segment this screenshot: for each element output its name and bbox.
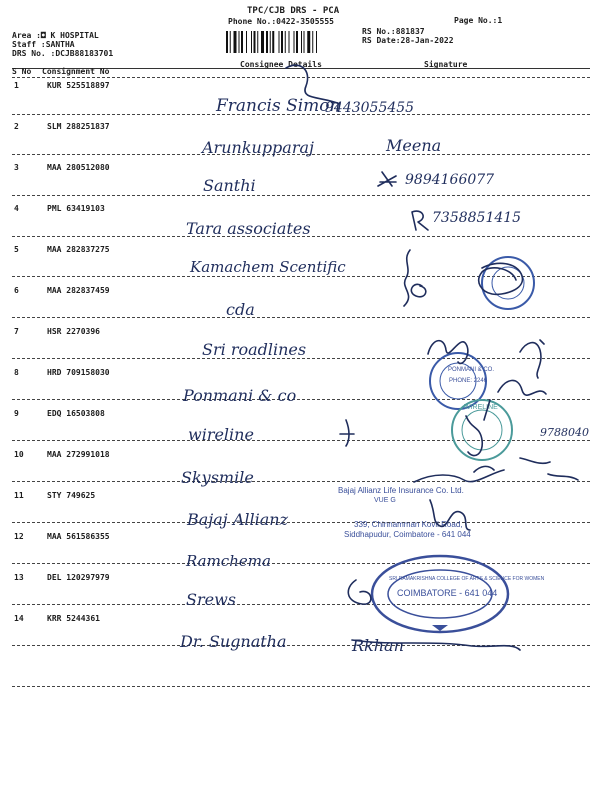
row-4-consignment: PML 63419103 xyxy=(47,204,105,213)
signature-9 xyxy=(340,400,490,456)
drs-number: DRS No. :DCJB88183701 xyxy=(12,49,114,58)
row-5-consignment: MAA 282837275 xyxy=(47,245,110,254)
consignee-6: cda xyxy=(226,300,255,319)
row-12-consignment: MAA 561586355 xyxy=(47,532,110,541)
consignee-12: Bajaj Allianz xyxy=(187,510,289,529)
col-signature: Signature xyxy=(424,60,468,69)
college-stamp-city: COIMBATORE - 641 044 xyxy=(397,588,498,598)
signature-7 xyxy=(428,340,544,378)
note-3: 9894166077 xyxy=(405,172,495,188)
signature-1 xyxy=(286,65,340,104)
row-7-consignment: HSR 2270396 xyxy=(47,327,100,336)
col-s-no: S No xyxy=(12,67,32,76)
signature-6 xyxy=(411,284,425,296)
consignee-8: Ponmani & co xyxy=(183,386,297,405)
staff-label: Staff :SANTHA xyxy=(12,40,75,49)
consignee-9: wireline xyxy=(188,425,254,444)
consignee-7: Sri roadlines xyxy=(202,340,307,359)
row-3-consignment: MAA 280512080 xyxy=(47,163,110,172)
ponmani-stamp-name: PONMANI & CO. xyxy=(448,367,495,373)
rs-number: RS No.:881837 xyxy=(362,27,425,36)
row-14-consignment: KRR 5244361 xyxy=(47,614,100,623)
row-14-sno: 14 xyxy=(14,614,24,623)
consignee-3: Santhi xyxy=(203,176,256,195)
consignee-4: Tara associates xyxy=(186,219,311,238)
consignee-13: Ramchema xyxy=(186,552,271,570)
col-consignment-no: Consignment No xyxy=(42,67,110,76)
row-4-sno: 4 xyxy=(14,204,19,213)
signature-14-underline xyxy=(352,640,520,650)
row-7-sno: 7 xyxy=(14,327,19,336)
row-8-sno: 8 xyxy=(14,368,19,377)
bajaj-stamp-line1: Bajaj Allianz Life Insurance Co. Ltd. xyxy=(338,486,464,495)
page-number: Page No.:1 xyxy=(454,16,503,25)
ponmani-stamp-phone: PHONE: 2246 xyxy=(449,378,488,384)
note-9: 9788040 xyxy=(540,426,589,439)
signature-5-seal-scribble xyxy=(479,263,523,294)
row-2-consignment: SLM 288251837 xyxy=(47,122,110,131)
row-10-sno: 10 xyxy=(14,450,24,459)
consignee-10: Skysmile xyxy=(181,468,254,487)
wireline-stamp-name: WIRELINE xyxy=(464,404,498,411)
row-5-sno: 5 xyxy=(14,245,19,254)
area-label: Area :◘ K HOSPITAL xyxy=(12,31,99,40)
row-1-sno: 1 xyxy=(14,81,19,90)
row-10-consignment: MAA 272991018 xyxy=(47,450,110,459)
row-13-sno: 13 xyxy=(14,573,24,582)
row-9-sno: 9 xyxy=(14,409,19,418)
row-13-consignment: DEL 120297979 xyxy=(47,573,110,582)
signature-3-mark xyxy=(378,172,396,186)
signature-14: Rkhan xyxy=(352,636,404,655)
signature-8 xyxy=(498,380,546,395)
signature-10 xyxy=(414,458,578,482)
consignee-1: Francis Simon xyxy=(216,96,341,116)
row-8-consignment: HRD 709158030 xyxy=(47,368,110,377)
rs-date: RS Date:28-Jan-2022 xyxy=(362,36,454,45)
consignee-5: Kamachem Scentific xyxy=(190,258,346,276)
consignee-2: Arunkupparaj xyxy=(202,138,314,157)
row-11-consignment: STY 749625 xyxy=(47,491,96,500)
col-consignee-details: Consignee Details xyxy=(240,60,322,69)
college-stamp-ring: SRI RAMAKRISHNA COLLEGE OF ARTS & SCIENCE FOR WOMEN xyxy=(389,576,545,582)
row-6-sno: 6 xyxy=(14,286,19,295)
bajaj-stamp-line3: 339, Chinnamman Kovil Road, xyxy=(354,520,463,529)
row-9-consignment: EDQ 16503808 xyxy=(47,409,105,418)
phone-number: Phone No.:0422-3505555 xyxy=(228,17,334,26)
note-1: 9443055455 xyxy=(325,100,415,116)
consignee-extra: Srews xyxy=(186,590,236,609)
row-6-consignment: MAA 282837459 xyxy=(47,286,110,295)
signature-2: Meena xyxy=(386,136,442,155)
row-1-consignment: KUR 525518897 xyxy=(47,81,110,90)
bajaj-stamp-line4: Siddhapudur, Coimbatore - 641 044 xyxy=(344,530,471,539)
signature-4-mark xyxy=(412,211,428,230)
row-11-sno: 11 xyxy=(14,491,24,500)
row-2-sno: 2 xyxy=(14,122,19,131)
signature-12 xyxy=(430,500,470,530)
row-12-sno: 12 xyxy=(14,532,24,541)
signature-13 xyxy=(348,580,371,604)
doc-title: TPC/CJB DRS - PCA xyxy=(247,6,340,16)
row-3-sno: 3 xyxy=(14,163,19,172)
bajaj-stamp-line2: VUE G xyxy=(374,497,396,504)
note-4: 7358851415 xyxy=(432,210,522,226)
consignee-14: Dr. Sugnatha xyxy=(180,632,287,651)
signature-5 xyxy=(404,250,410,306)
